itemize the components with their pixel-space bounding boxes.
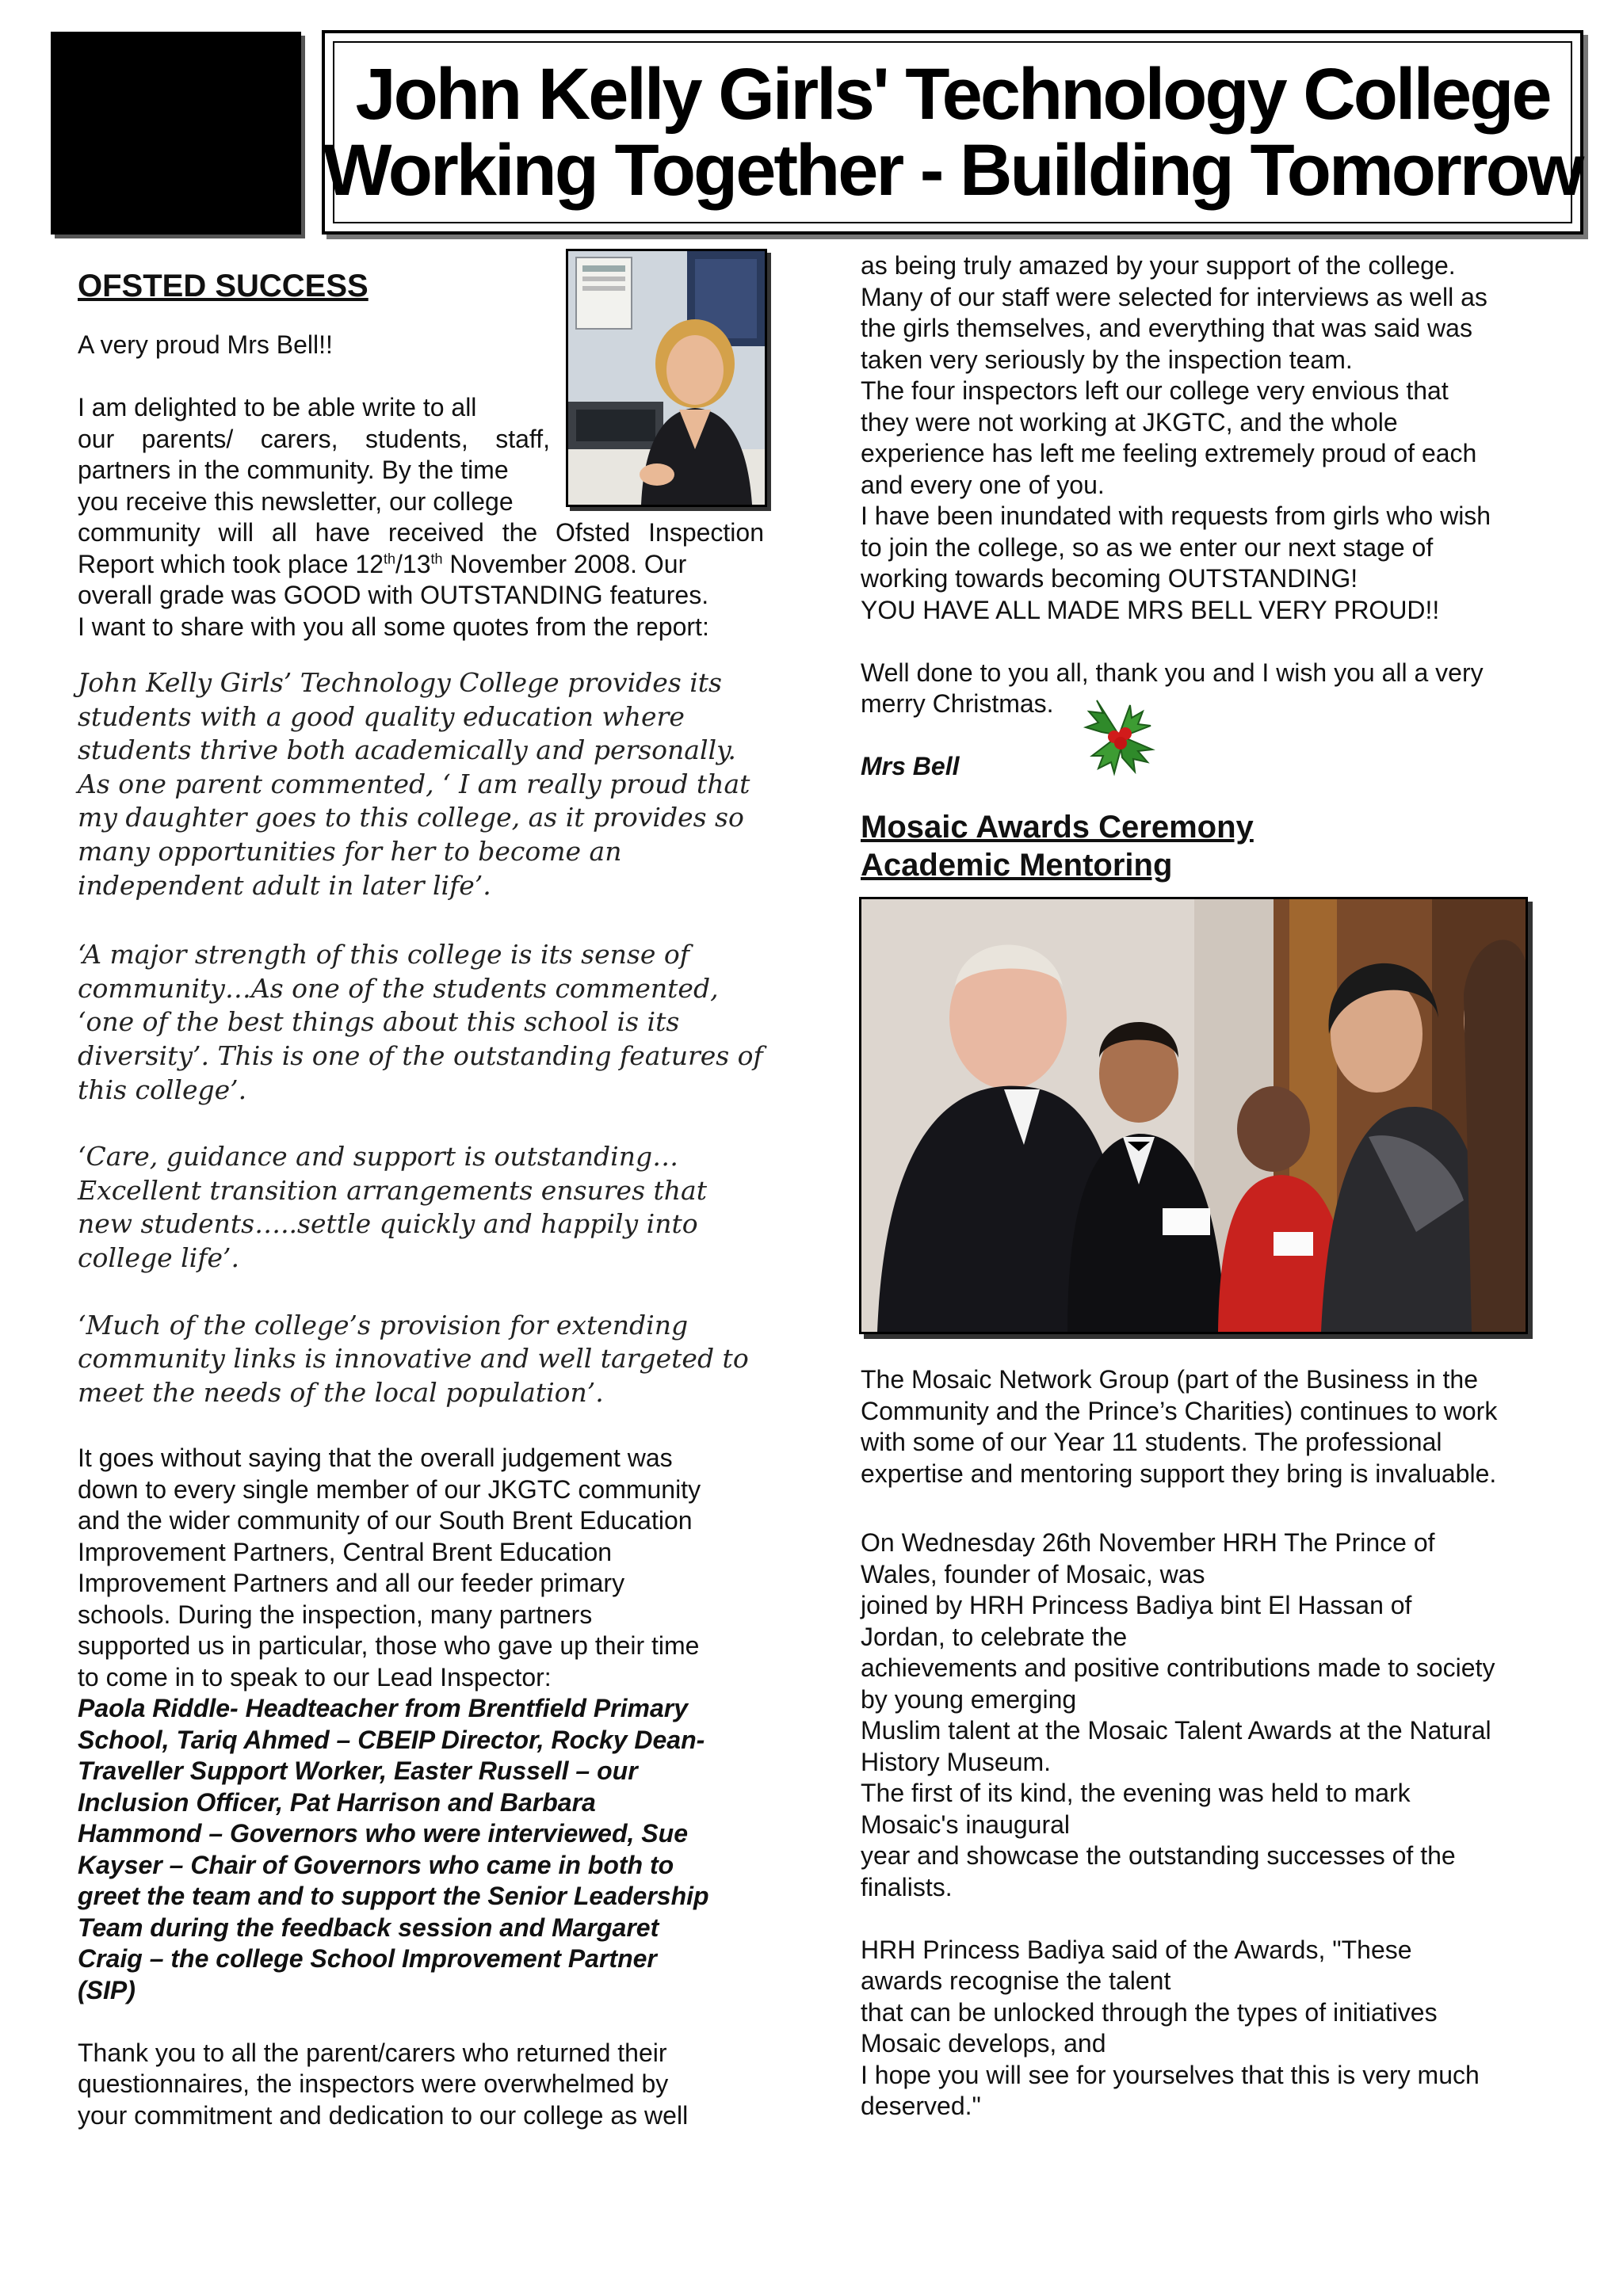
text-line: partners in the community. By the time xyxy=(78,456,509,484)
text-line: overall grade was GOOD with OUTSTANDING features. xyxy=(78,581,709,609)
text-line: you receive this newsletter, our college xyxy=(78,486,514,516)
holly-icon xyxy=(1081,694,1157,776)
mosaic-heading: Mosaic Awards Ceremony xyxy=(861,809,1254,845)
masthead-title: John Kelly Girls' Technology College xyxy=(355,54,1550,135)
thanks-paragraph: Thank you to all the parent/carers who returned their questionnaires, the inspectors were overwhelmed by your commitment and dedication to our college as well xyxy=(78,2038,689,2130)
text-line: our parents/ carers, students, staff, xyxy=(78,424,550,453)
right-column xyxy=(861,250,1550,884)
partners-list: Paola Riddle- Headteacher from Brentfield Primary School, Tariq Ahmed – CBEIP Director, Rocky Dean- Traveller Support Worker, Easter Russell – our Inclusion Officer, Pat Harrison and Barbara Hammond – Governors who were interviewed, Sue Kayser – Chair of Governors who came in both to greet the team and to support the Senior Leadership Team during the feedback session and Margaret Craig – the college School Improvement Partner (SIP) xyxy=(78,1694,709,2004)
text-line: I want to share with you all some quotes from the report: xyxy=(78,612,709,641)
college-logo xyxy=(51,32,301,235)
princess-quote-paragraph: HRH Princess Badiya said of the Awards, "These awards recognise the talent that can be unlocked through the types of initiatives Mosaic develops, and I hope you will see for yourselves that this is very much deserved." xyxy=(861,1935,1480,2120)
continued-paragraph: as being truly amazed by your support of the college. Many of our staff were selected for interviews as well as the girls themselves, and everything that was said was taken very seriously by the inspection team. The four inspectors left our college very envious that they were not working at JKGTC, and the whole experience has left me feeling extremely proud of each and every one of you. I have been inundated with requests from girls who wish to join the college, so as we enter our next stage of working towards becoming OUTSTANDING! YOU HAVE ALL MADE MRS BELL VERY PROUD!! xyxy=(861,251,1491,624)
mosaic-article xyxy=(861,1364,1566,2122)
signature: Mrs Bell xyxy=(861,752,960,780)
intro-paragraph xyxy=(78,392,764,643)
report-quote-3: ‘Care, guidance and support is outstanding… Excellent transition arrangements ensures that new students…..settle quickly and happily into college life’. xyxy=(78,1141,707,1273)
mosaic-intro-paragraph: The Mosaic Network Group (part of the Business in the Community and the Prince’s Charities) continues to work with some of our Year 11 students. The professional expertise and mentoring support they bring is invaluable. xyxy=(861,1365,1498,1488)
report-date-line: Report which took place 12th/13th November 2008. Our xyxy=(78,549,687,578)
masthead-motto: Working Together - Building Tomorrow xyxy=(323,130,1583,211)
left-column xyxy=(78,266,764,2131)
intro-line: A very proud Mrs Bell!! xyxy=(78,330,333,359)
report-quote-2: ‘A major strength of this college is its sense of community…As one of the students commented, ‘one of the best things about this school is its diversity’. This is one of the outstanding features of this college’. xyxy=(78,939,763,1105)
text-line: I am delighted to be able write to all xyxy=(78,393,477,421)
judgement-paragraph: It goes without saying that the overall judgement was down to every single member of our JKGTC community and the wider community of our South Brent Education Improvement Partners, Central Brent Education Improvement Partners and all our feeder primary schools. During the inspection, many partners supported us in particular, those who gave up their time to come in to speak to our Lead Inspector: xyxy=(78,1444,701,1691)
report-quote-1: John Kelly Girls’ Technology College provides its students with a good quality education where students thrive both academically and personally. As one parent commented, ‘ I am really proud that my daughter goes to this college, as it provides so many opportunities for her to become an independent adult in later life’. xyxy=(78,667,750,901)
ofsted-heading: OFSTED SUCCESS xyxy=(78,269,369,303)
text-line: community will all have received the Ofsted Inspection xyxy=(78,518,764,547)
masthead xyxy=(322,30,1583,235)
mosaic-subheading: Academic Mentoring xyxy=(861,847,1173,883)
christmas-wishes: Well done to you all, thank you and I wish you all a very merry Christmas. xyxy=(861,658,1484,718)
mosaic-awards-photo xyxy=(859,897,1528,1334)
report-quote-4: ‘Much of the college’s provision for extending community links is innovative and well targeted to meet the needs of the local population’. xyxy=(78,1309,749,1408)
mosaic-event-paragraph: On Wednesday 26th November HRH The Prince of Wales, founder of Mosaic, was joined by HRH Princess Badiya bint El Hassan of Jordan, to celebrate the achievements and positive contributions made to society by young emerging Muslim talent at the Mosaic Talent Awards at the Natural History Museum. The first of its kind, the evening was held to mark Mosaic's inaugural year and showcase the outstanding successes of the finalists. xyxy=(861,1528,1495,1901)
